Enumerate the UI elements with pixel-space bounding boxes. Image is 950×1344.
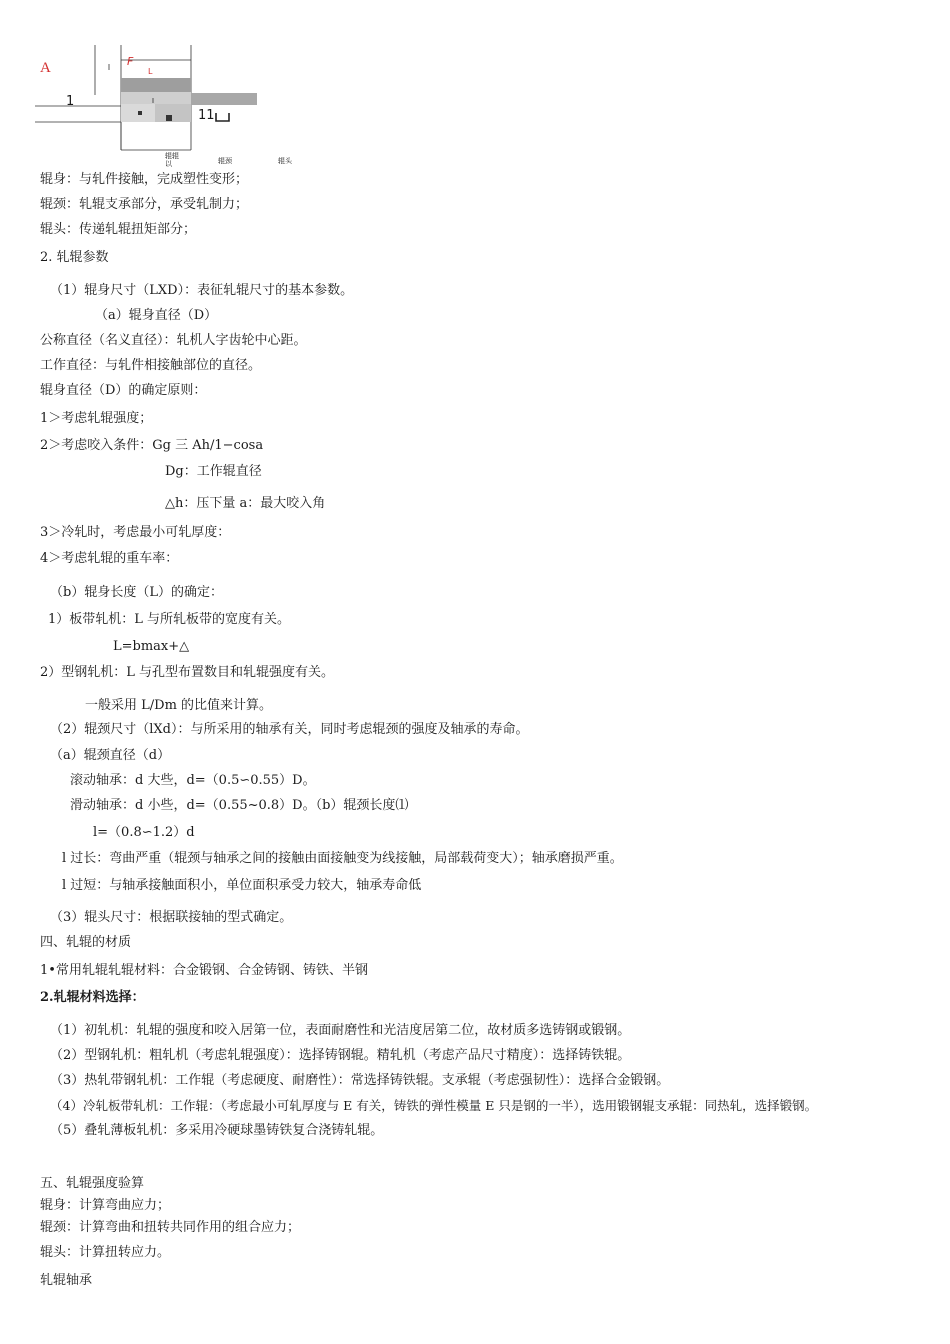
text-line: 公称直径（名义直径）：轧机人字齿轮中心距。	[40, 333, 307, 348]
text-line: （5）叠轧薄板轧机：多采用冷硬球墨铸铁复合浇铸轧辊。	[50, 1123, 384, 1138]
label-a: A	[40, 60, 51, 76]
label-f: F	[127, 55, 134, 68]
text-line: 1＞考虑轧辊强度；	[40, 411, 153, 426]
label-l: L	[148, 67, 153, 76]
text-line: 滑动轴承：d 小些，d=（0.55~0.8）D。（b）辊颈长度⑴	[70, 798, 409, 813]
section-heading: 五、轧辊强度验算	[40, 1176, 145, 1191]
text-line: 2＞考虑咬入条件：Gg 三 Ah/1−cosa	[40, 438, 264, 453]
text-line: （a）辊颈直径（d）	[50, 748, 171, 763]
roll-diagram-drawing	[0, 0, 300, 170]
formula-line: L=bmax+△	[113, 639, 190, 654]
text-line: （3）热轧带钢轧机：工作辊（考虑硬度、耐磨性）：常选择铸铁辊。支承辊（考虑强韧性）：选择合金锻钢。	[50, 1073, 670, 1088]
text-line: 辊颈：轧辊支承部分，承受轧制力；	[40, 197, 249, 212]
section-heading: 2. 轧辊参数	[40, 250, 109, 265]
text-line: 工作直径：与轧件相接触部位的直径。	[40, 358, 262, 373]
text-line: 一般采用 L/Dm 的比值来计算。	[85, 698, 273, 713]
label-11: 11	[198, 108, 215, 123]
text-line: 1）板带轧机：L 与所轧板带的宽度有关。	[48, 612, 291, 627]
text-line: （b）辊身长度（L）的确定：	[50, 585, 223, 600]
section-heading: 四、轧辊的材质	[40, 935, 132, 950]
text-line: 轧辊轴承	[40, 1273, 93, 1288]
text-line: （2）辊颈尺寸（lXd）：与所采用的轴承有关，同时考虑辊颈的强度及轴承的寿命。	[50, 722, 529, 737]
formula-line: l=（0.8∽1.2）d	[93, 825, 195, 840]
text-line: （4）冷轧板带轧机：工作辊：（考虑最小可轧厚度与 E 有关，铸铁的弹性模量 E 只是钢的一半），选用锻钢辊支承辊：同热轧，选择锻钢。	[50, 1098, 818, 1113]
text-line: △h：压下量 a：最大咬入角	[165, 496, 326, 511]
text-line: l 过短：与轴承接触面积小，单位面积承受力较大，轴承寿命低	[62, 878, 422, 893]
text-line: （a）辊身直径（D）	[95, 308, 218, 323]
label-roll-neck: 辊颈	[218, 157, 232, 165]
text-line: 2）型钢轧机：L 与孔型布置数目和轧辊强度有关。	[40, 665, 335, 680]
text-line: （3）辊头尺寸：根据联接轴的型式确定。	[50, 910, 293, 925]
text-line: l 过长：弯曲严重（辊颈与轴承之间的接触由面接触变为线接触，局部载荷变大）；轴承磨损严重。	[62, 851, 623, 866]
text-line: 辊颈：计算弯曲和扭转共同作用的组合应力；	[40, 1220, 301, 1235]
text-line: （1）辊身尺寸（LXD）：表征轧辊尺寸的基本参数。	[50, 283, 354, 298]
text-line: 辊头：计算扭转应力。	[40, 1245, 171, 1260]
text-line: 辊头：传递轧辊扭矩部分；	[40, 222, 197, 237]
text-line: 滚动轴承：d 大些，d=（0.5∽0.55）D。	[70, 773, 316, 788]
label-roll-head: 辊头	[278, 157, 292, 165]
text-line: （1）初轧机：轧辊的强度和咬入居第一位，表面耐磨性和光洁度居第二位，故材质多选铸钢或锻钢。	[50, 1023, 631, 1038]
text-line: 1•常用轧辊轧辊材料：合金锻钢、合金铸钢、铸铁、半钢	[40, 963, 368, 978]
label-roll-body: 辊辊 以	[165, 152, 179, 168]
text-line: 辊身直径（D）的确定原则：	[40, 383, 207, 398]
text-line: （2）型钢轧机：粗轧机（考虑轧辊强度）：选择铸钢辊。精轧机（考虑产品尺寸精度）：选择铸铁辊。	[50, 1048, 631, 1063]
text-line: 辊身：计算弯曲应力；	[40, 1198, 171, 1213]
label-1: 1	[66, 94, 75, 109]
text-line: 4＞考虑轧辊的重车率：	[40, 551, 179, 566]
text-line: 3＞冷轧时，考虑最小可轧厚度：	[40, 525, 231, 540]
text-line: 辊身：与轧件接触，完成塑性变形；	[40, 172, 249, 187]
text-line: Dg：工作辊直径	[165, 464, 262, 479]
text-line: 2.轧辊材料选择：	[40, 990, 145, 1005]
